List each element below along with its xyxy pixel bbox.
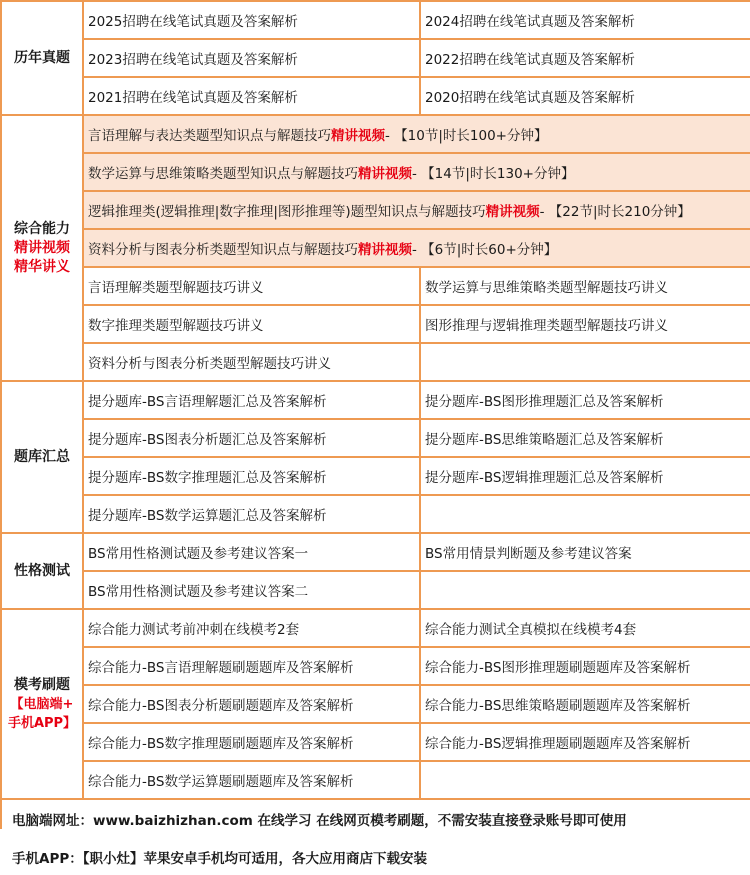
- footer-app-info: 手机APP：【职小灶】苹果安卓手机均可适用，各大应用商店下载安装: [2, 839, 750, 875]
- list-item[interactable]: 提分题库-BS数字推理题汇总及答案解析: [84, 458, 419, 494]
- video-meta: - 【22节|时长210分钟】: [539, 204, 691, 220]
- empty-cell: [421, 344, 750, 380]
- list-item[interactable]: 综合能力-BS言语理解题刷题题库及答案解析: [84, 648, 419, 684]
- list-item[interactable]: 综合能力-BS数字推理题刷题题库及答案解析: [84, 724, 419, 760]
- list-item[interactable]: 综合能力测试全真模拟在线模考4套: [421, 610, 750, 646]
- list-item[interactable]: 综合能力-BS数学运算题刷题题库及答案解析: [84, 762, 419, 798]
- list-item[interactable]: 2024招聘在线笔试真题及答案解析: [421, 2, 750, 38]
- category-bank: [2, 382, 82, 532]
- video-title: 逻辑推理类(逻辑推理|数字推理|图形推理等)题型知识点与解题技巧: [88, 204, 486, 220]
- list-item[interactable]: 提分题库-BS图表分析题汇总及答案解析: [84, 420, 419, 456]
- video-meta: - 【6节|时长60+分钟】: [412, 242, 558, 258]
- notes-item[interactable]: 资料分析与图表分析类题型解题技巧讲义: [84, 344, 419, 380]
- category-label: 综合能力: [14, 220, 70, 237]
- video-tag: 精讲视频: [331, 128, 385, 144]
- notes-item[interactable]: 言语理解类题型解题技巧讲义: [84, 268, 419, 304]
- list-item[interactable]: 2023招聘在线笔试真题及答案解析: [84, 40, 419, 76]
- list-item[interactable]: 提分题库-BS逻辑推理题汇总及答案解析: [421, 458, 750, 494]
- list-item[interactable]: BS常用情景判断题及参考建议答案: [421, 534, 750, 570]
- list-item[interactable]: 提分题库-BS图形推理题汇总及答案解析: [421, 382, 750, 418]
- video-tag: 精讲视频: [358, 242, 412, 258]
- list-item[interactable]: 提分题库-BS数学运算题汇总及答案解析: [84, 496, 419, 532]
- category-sublabel: 手机APP】: [7, 715, 77, 731]
- video-course-item[interactable]: [84, 116, 750, 152]
- video-meta: - 【10节|时长100+分钟】: [385, 128, 548, 144]
- list-item[interactable]: 2025招聘在线笔试真题及答案解析: [84, 2, 419, 38]
- list-item[interactable]: 2021招聘在线笔试真题及答案解析: [84, 78, 419, 114]
- list-item[interactable]: 综合能力-BS图形推理题刷题题库及答案解析: [421, 648, 750, 684]
- category-ability: [2, 116, 82, 380]
- category-sublabel: 精华讲义: [14, 258, 70, 275]
- list-item[interactable]: 提分题库-BS思维策略题汇总及答案解析: [421, 420, 750, 456]
- category-personality: [2, 534, 82, 608]
- list-item[interactable]: 综合能力-BS思维策略题刷题题库及答案解析: [421, 686, 750, 722]
- category-label: 模考刷题: [14, 676, 70, 693]
- list-item[interactable]: 2022招聘在线笔试真题及答案解析: [421, 40, 750, 76]
- footer-pc-url[interactable]: 电脑端网址：www.baizhizhan.com 在线学习 在线网页模考刷题，不需安装直接登录账号即可使用: [2, 800, 750, 837]
- category-sublabel: 【电脑端+: [10, 696, 74, 712]
- notes-item[interactable]: 图形推理与逻辑推理类题型解题技巧讲义: [421, 306, 750, 342]
- video-course-item[interactable]: [84, 230, 750, 266]
- category-label: 题库汇总: [14, 448, 70, 465]
- list-item[interactable]: BS常用性格测试题及参考建议答案二: [84, 572, 419, 608]
- video-title: 资料分析与图表分析类题型知识点与解题技巧: [88, 242, 358, 258]
- category-label: 历年真题: [14, 49, 70, 66]
- notes-item[interactable]: 数学运算与思维策略类题型解题技巧讲义: [421, 268, 750, 304]
- category-past-exams: [2, 2, 82, 114]
- empty-cell: [421, 496, 750, 532]
- list-item[interactable]: 综合能力测试考前冲刺在线模考2套: [84, 610, 419, 646]
- video-title: 言语理解与表达类题型知识点与解题技巧: [88, 128, 331, 144]
- video-title: 数学运算与思维策略类题型知识点与解题技巧: [88, 166, 358, 182]
- category-mock: [2, 610, 82, 798]
- empty-cell: [421, 762, 750, 798]
- list-item[interactable]: 2020招聘在线笔试真题及答案解析: [421, 78, 750, 114]
- video-meta: - 【14节|时长130+分钟】: [412, 166, 575, 182]
- list-item[interactable]: 提分题库-BS言语理解题汇总及答案解析: [84, 382, 419, 418]
- video-course-item[interactable]: [84, 192, 750, 228]
- video-course-item[interactable]: [84, 154, 750, 190]
- list-item[interactable]: BS常用性格测试题及参考建议答案一: [84, 534, 419, 570]
- notes-item[interactable]: 数字推理类题型解题技巧讲义: [84, 306, 419, 342]
- empty-cell: [421, 572, 750, 608]
- category-label: 性格测试: [14, 562, 70, 579]
- list-item[interactable]: 综合能力-BS图表分析题刷题题库及答案解析: [84, 686, 419, 722]
- video-tag: 精讲视频: [358, 166, 412, 182]
- video-tag: 精讲视频: [485, 204, 540, 220]
- category-sublabel: 精讲视频: [14, 239, 70, 256]
- list-item[interactable]: 综合能力-BS逻辑推理题刷题题库及答案解析: [421, 724, 750, 760]
